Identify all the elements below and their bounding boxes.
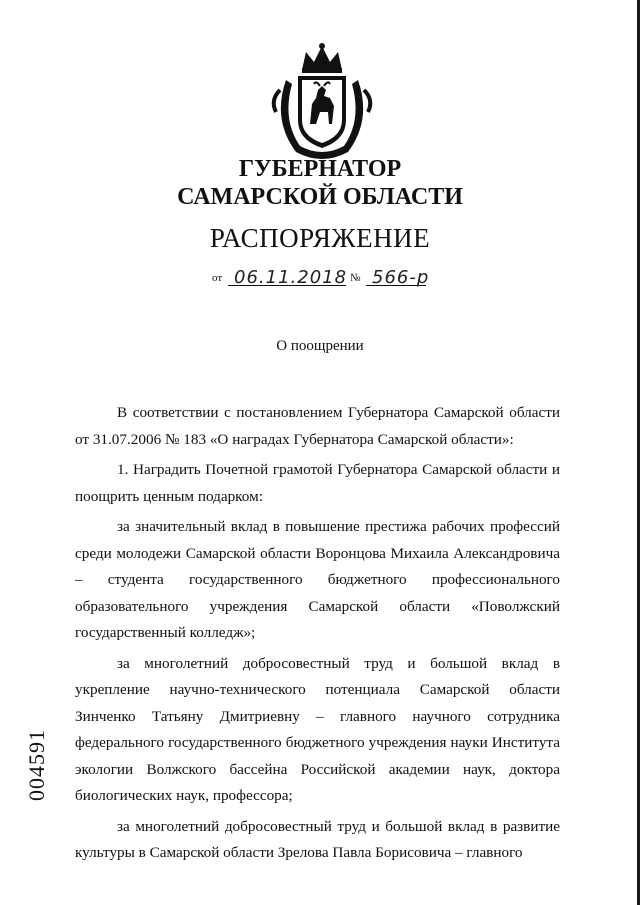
date-value: 06.11.2018	[234, 267, 348, 288]
governor-title: ГУБЕРНАТОР	[238, 156, 402, 182]
document-type-title: РАСПОРЯЖЕНИЕ	[209, 223, 431, 253]
side-stamp-number: 004591	[24, 729, 49, 801]
side-registration-stamp	[22, 710, 52, 820]
paragraph-award-zrelov: за многолетний добросовестный труд и большой вклад в развитие культуры в Самарской области Зрелова Павла Борисовича – главного	[75, 817, 560, 861]
date-number-line	[212, 262, 452, 290]
paragraph-item-1: 1. Наградить Почетной грамотой Губернатора Самарской области и поощрить ценным подарком:	[75, 461, 560, 505]
number-label: №	[350, 272, 361, 284]
coat-of-arms-emblem	[266, 40, 378, 165]
document-subject: О поощрении	[276, 338, 364, 354]
paragraph-award-vorontsov: за значительный вклад в повышение престижа рабочих профессий среди молодежи Самарской области Воронцова Михаила Александровича – студента государственного бюджетного профессионального образовательного учреждения Самарской области «Поволжский государственный колледж»;	[75, 518, 560, 641]
paragraph-award-zinchenko: за многолетний добросовестный труд и большой вклад в укрепление научно-технического потенциала Самарской области Зинченко Татьяну Дмитриевну – главного научного сотрудника федерального государственного бюджетного учреждения науки Института экологии Волжского бассейна Российской академии наук, доктора биологических наук, профессора;	[75, 654, 560, 804]
document-body	[75, 400, 560, 867]
from-label: от	[212, 272, 223, 284]
paragraph-preamble: В соответствии с постановлением Губернатора Самарской области от 31.07.2006 № 183 «О наградах Губернатора Самарской области»:	[75, 404, 560, 448]
number-value: 566-р	[372, 267, 430, 288]
region-title: САМАРСКОЙ ОБЛАСТИ	[177, 184, 463, 210]
